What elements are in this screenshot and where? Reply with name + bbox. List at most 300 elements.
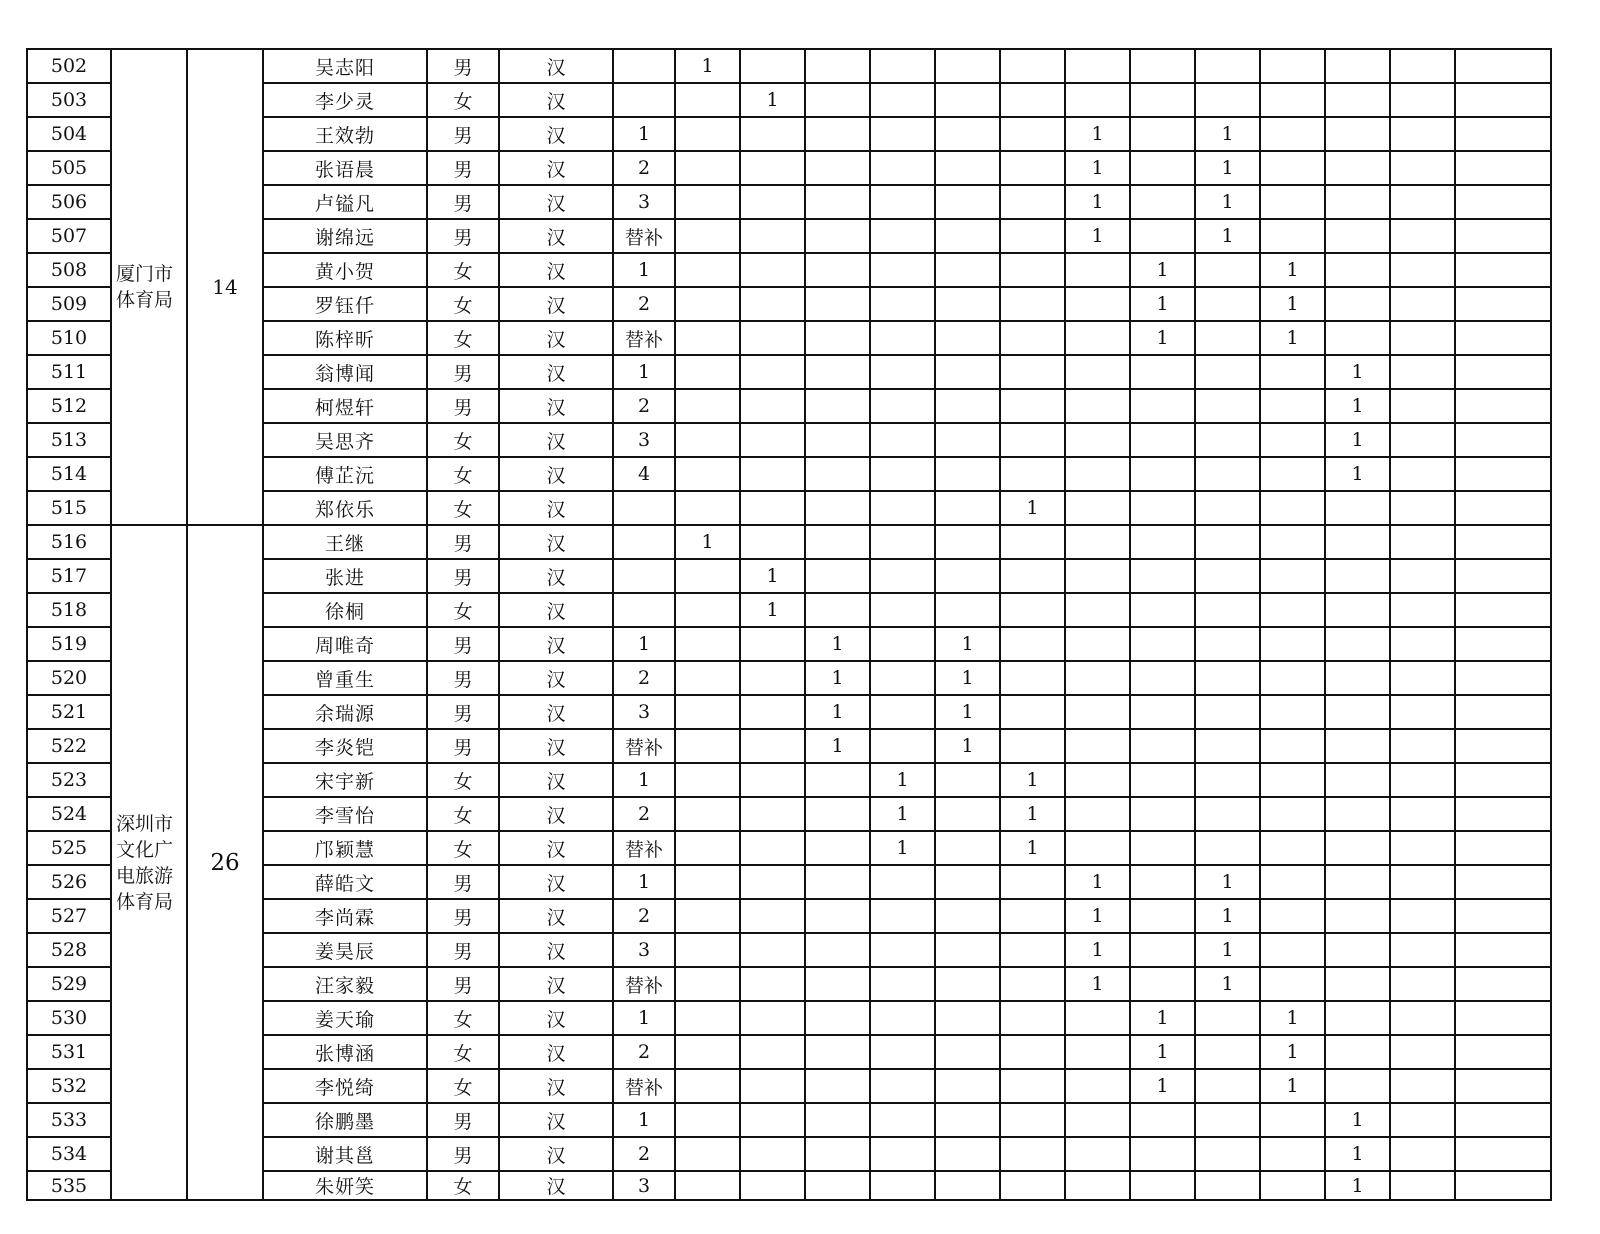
row-number-cell: 533 xyxy=(27,1103,111,1137)
order-cell: 1 xyxy=(613,865,675,899)
order-cell: 替补 xyxy=(613,321,675,355)
event-mark-cell xyxy=(1130,831,1195,865)
event-mark-cell xyxy=(1325,117,1390,151)
event-mark-cell xyxy=(935,899,1000,933)
event-mark-cell xyxy=(935,185,1000,219)
event-mark-cell xyxy=(935,1069,1000,1103)
order-cell: 2 xyxy=(613,797,675,831)
event-mark-cell: 1 xyxy=(1000,797,1065,831)
event-mark-cell xyxy=(1000,1001,1065,1035)
event-mark-cell xyxy=(675,253,740,287)
row-number-cell: 521 xyxy=(27,695,111,729)
event-mark-cell xyxy=(1065,797,1130,831)
event-mark-cell xyxy=(1130,423,1195,457)
event-mark-cell xyxy=(1455,117,1551,151)
event-mark-cell xyxy=(1390,1103,1455,1137)
row-number-cell: 525 xyxy=(27,831,111,865)
event-mark-cell xyxy=(870,423,935,457)
event-mark-cell xyxy=(805,559,870,593)
event-mark-cell: 1 xyxy=(740,559,805,593)
order-cell: 2 xyxy=(613,1035,675,1069)
name-cell: 吴志阳 xyxy=(263,49,427,83)
ethnicity-cell: 汉 xyxy=(499,933,613,967)
event-mark-cell xyxy=(1130,49,1195,83)
event-mark-cell xyxy=(740,695,805,729)
event-mark-cell xyxy=(1325,729,1390,763)
event-mark-cell: 1 xyxy=(1260,287,1325,321)
name-cell: 罗钰仟 xyxy=(263,287,427,321)
event-mark-cell xyxy=(1130,695,1195,729)
event-mark-cell xyxy=(1390,1171,1455,1200)
ethnicity-cell: 汉 xyxy=(499,1103,613,1137)
event-mark-cell xyxy=(1195,627,1260,661)
sex-cell: 女 xyxy=(427,831,499,865)
event-mark-cell: 1 xyxy=(1325,389,1390,423)
event-mark-cell xyxy=(740,321,805,355)
roster-body xyxy=(27,49,1551,1200)
order-cell: 2 xyxy=(613,661,675,695)
event-mark-cell: 1 xyxy=(1195,117,1260,151)
event-mark-cell: 1 xyxy=(1195,933,1260,967)
event-mark-cell: 1 xyxy=(870,797,935,831)
event-mark-cell: 1 xyxy=(935,729,1000,763)
row-number-cell: 531 xyxy=(27,1035,111,1069)
ethnicity-cell: 汉 xyxy=(499,593,613,627)
sex-cell: 男 xyxy=(427,695,499,729)
event-mark-cell xyxy=(740,797,805,831)
event-mark-cell xyxy=(1390,559,1455,593)
unit-cell: 深圳市文化广电旅游体育局 xyxy=(111,525,187,1200)
event-mark-cell xyxy=(805,593,870,627)
event-mark-cell xyxy=(1455,763,1551,797)
event-mark-cell: 1 xyxy=(1130,1069,1195,1103)
event-mark-cell xyxy=(1130,559,1195,593)
event-mark-cell xyxy=(805,185,870,219)
event-mark-cell xyxy=(1000,287,1065,321)
event-mark-cell: 1 xyxy=(740,83,805,117)
event-mark-cell xyxy=(1130,1103,1195,1137)
event-mark-cell: 1 xyxy=(1130,1001,1195,1035)
row-number-cell: 503 xyxy=(27,83,111,117)
event-mark-cell xyxy=(1195,49,1260,83)
event-mark-cell xyxy=(675,831,740,865)
event-mark-cell xyxy=(1065,287,1130,321)
event-mark-cell xyxy=(1260,83,1325,117)
event-mark-cell xyxy=(740,1001,805,1035)
event-mark-cell xyxy=(870,865,935,899)
event-mark-cell xyxy=(675,1137,740,1171)
event-mark-cell xyxy=(1260,117,1325,151)
event-mark-cell: 1 xyxy=(1130,321,1195,355)
event-mark-cell xyxy=(1260,219,1325,253)
event-mark-cell xyxy=(935,593,1000,627)
event-mark-cell xyxy=(935,967,1000,1001)
event-mark-cell xyxy=(1325,1069,1390,1103)
event-mark-cell: 1 xyxy=(1260,1069,1325,1103)
row-number-cell: 527 xyxy=(27,899,111,933)
event-mark-cell xyxy=(1000,117,1065,151)
event-mark-cell xyxy=(1195,797,1260,831)
ethnicity-cell: 汉 xyxy=(499,185,613,219)
event-mark-cell xyxy=(870,1171,935,1200)
sex-cell: 男 xyxy=(427,559,499,593)
event-mark-cell xyxy=(870,49,935,83)
event-mark-cell xyxy=(1000,627,1065,661)
sex-cell: 女 xyxy=(427,253,499,287)
event-mark-cell xyxy=(1000,1103,1065,1137)
event-mark-cell xyxy=(1390,865,1455,899)
name-cell: 郑依乐 xyxy=(263,491,427,525)
event-mark-cell xyxy=(935,1035,1000,1069)
name-cell: 姜昊辰 xyxy=(263,933,427,967)
event-mark-cell xyxy=(805,253,870,287)
sex-cell: 女 xyxy=(427,1069,499,1103)
event-mark-cell xyxy=(1130,355,1195,389)
ethnicity-cell: 汉 xyxy=(499,219,613,253)
event-mark-cell xyxy=(805,219,870,253)
event-mark-cell xyxy=(1000,1171,1065,1200)
event-mark-cell xyxy=(1000,865,1065,899)
event-mark-cell xyxy=(1195,1069,1260,1103)
event-mark-cell xyxy=(1065,729,1130,763)
order-cell: 2 xyxy=(613,287,675,321)
event-mark-cell xyxy=(1130,967,1195,1001)
order-cell: 1 xyxy=(613,1103,675,1137)
row-number-cell: 515 xyxy=(27,491,111,525)
event-mark-cell xyxy=(1455,287,1551,321)
event-mark-cell xyxy=(1455,899,1551,933)
event-mark-cell xyxy=(675,355,740,389)
event-mark-cell xyxy=(805,287,870,321)
order-cell: 3 xyxy=(613,185,675,219)
event-mark-cell xyxy=(870,967,935,1001)
event-mark-cell xyxy=(675,219,740,253)
row-number-cell: 502 xyxy=(27,49,111,83)
event-mark-cell xyxy=(1195,763,1260,797)
event-mark-cell xyxy=(1325,559,1390,593)
event-mark-cell xyxy=(1390,525,1455,559)
event-mark-cell xyxy=(935,355,1000,389)
event-mark-cell xyxy=(1325,831,1390,865)
event-mark-cell xyxy=(805,763,870,797)
sex-cell: 男 xyxy=(427,967,499,1001)
table-row xyxy=(27,49,1551,83)
event-mark-cell xyxy=(1065,253,1130,287)
event-mark-cell xyxy=(1195,559,1260,593)
event-mark-cell xyxy=(1390,831,1455,865)
event-mark-cell xyxy=(1195,1035,1260,1069)
event-mark-cell xyxy=(740,491,805,525)
order-cell: 替补 xyxy=(613,1069,675,1103)
event-mark-cell xyxy=(1195,695,1260,729)
event-mark-cell xyxy=(935,457,1000,491)
event-mark-cell xyxy=(1000,661,1065,695)
event-mark-cell: 1 xyxy=(1325,1103,1390,1137)
event-mark-cell xyxy=(1065,1137,1130,1171)
order-cell: 1 xyxy=(613,763,675,797)
event-mark-cell xyxy=(1195,457,1260,491)
event-mark-cell xyxy=(1260,797,1325,831)
event-mark-cell xyxy=(1325,933,1390,967)
order-cell xyxy=(613,49,675,83)
event-mark-cell xyxy=(870,899,935,933)
event-mark-cell xyxy=(1000,933,1065,967)
order-cell xyxy=(613,559,675,593)
event-mark-cell xyxy=(675,899,740,933)
event-mark-cell xyxy=(935,1171,1000,1200)
event-mark-cell xyxy=(1130,627,1195,661)
sex-cell: 女 xyxy=(427,1171,499,1200)
event-mark-cell xyxy=(1455,457,1551,491)
event-mark-cell xyxy=(805,967,870,1001)
order-cell xyxy=(613,83,675,117)
event-mark-cell xyxy=(935,1001,1000,1035)
ethnicity-cell: 汉 xyxy=(499,729,613,763)
event-mark-cell xyxy=(1260,491,1325,525)
ethnicity-cell: 汉 xyxy=(499,831,613,865)
sex-cell: 男 xyxy=(427,1103,499,1137)
event-mark-cell xyxy=(740,1103,805,1137)
event-mark-cell xyxy=(1260,151,1325,185)
event-mark-cell xyxy=(1455,253,1551,287)
event-mark-cell xyxy=(1000,1035,1065,1069)
event-mark-cell xyxy=(740,831,805,865)
name-cell: 王继 xyxy=(263,525,427,559)
event-mark-cell xyxy=(1195,253,1260,287)
event-mark-cell xyxy=(1130,865,1195,899)
event-mark-cell xyxy=(805,491,870,525)
event-mark-cell xyxy=(870,627,935,661)
event-mark-cell xyxy=(1000,185,1065,219)
name-cell: 李悦绮 xyxy=(263,1069,427,1103)
event-mark-cell xyxy=(1455,729,1551,763)
event-mark-cell xyxy=(1390,797,1455,831)
event-mark-cell xyxy=(675,457,740,491)
order-cell: 3 xyxy=(613,1171,675,1200)
event-mark-cell xyxy=(1455,321,1551,355)
event-mark-cell xyxy=(1455,83,1551,117)
row-number-cell: 534 xyxy=(27,1137,111,1171)
ethnicity-cell: 汉 xyxy=(499,1137,613,1171)
name-cell: 李雪怡 xyxy=(263,797,427,831)
row-number-cell: 509 xyxy=(27,287,111,321)
event-mark-cell xyxy=(1325,49,1390,83)
event-mark-cell xyxy=(1455,797,1551,831)
event-mark-cell xyxy=(740,967,805,1001)
order-cell: 1 xyxy=(613,355,675,389)
event-mark-cell xyxy=(1325,627,1390,661)
event-mark-cell: 1 xyxy=(1065,219,1130,253)
event-mark-cell xyxy=(1000,219,1065,253)
event-mark-cell xyxy=(1260,1137,1325,1171)
event-mark-cell xyxy=(1000,967,1065,1001)
event-mark-cell: 1 xyxy=(1065,185,1130,219)
event-mark-cell xyxy=(805,831,870,865)
event-mark-cell: 1 xyxy=(805,627,870,661)
ethnicity-cell: 汉 xyxy=(499,661,613,695)
event-mark-cell xyxy=(1130,491,1195,525)
event-mark-cell: 1 xyxy=(1195,967,1260,1001)
event-mark-cell xyxy=(1455,389,1551,423)
event-mark-cell xyxy=(740,525,805,559)
event-mark-cell: 1 xyxy=(675,49,740,83)
event-mark-cell xyxy=(675,763,740,797)
event-mark-cell xyxy=(1325,865,1390,899)
event-mark-cell xyxy=(675,423,740,457)
event-mark-cell xyxy=(1065,49,1130,83)
event-mark-cell xyxy=(1325,661,1390,695)
ethnicity-cell: 汉 xyxy=(499,695,613,729)
ethnicity-cell: 汉 xyxy=(499,389,613,423)
event-mark-cell xyxy=(935,253,1000,287)
event-mark-cell xyxy=(675,83,740,117)
event-mark-cell xyxy=(870,1137,935,1171)
event-mark-cell: 1 xyxy=(1065,865,1130,899)
sex-cell: 女 xyxy=(427,457,499,491)
ethnicity-cell: 汉 xyxy=(499,967,613,1001)
event-mark-cell xyxy=(935,423,1000,457)
event-mark-cell xyxy=(1260,729,1325,763)
event-mark-cell xyxy=(675,117,740,151)
event-mark-cell xyxy=(1455,967,1551,1001)
event-mark-cell xyxy=(1390,491,1455,525)
name-cell: 朱妍笑 xyxy=(263,1171,427,1200)
event-mark-cell xyxy=(1260,695,1325,729)
event-mark-cell xyxy=(1065,661,1130,695)
name-cell: 柯煜轩 xyxy=(263,389,427,423)
sex-cell: 男 xyxy=(427,219,499,253)
event-mark-cell: 1 xyxy=(805,729,870,763)
event-mark-cell xyxy=(870,661,935,695)
event-mark-cell xyxy=(1455,559,1551,593)
event-mark-cell xyxy=(805,151,870,185)
event-mark-cell xyxy=(1000,525,1065,559)
name-cell: 黄小贺 xyxy=(263,253,427,287)
event-mark-cell xyxy=(675,593,740,627)
event-mark-cell xyxy=(1130,763,1195,797)
event-mark-cell: 1 xyxy=(1195,865,1260,899)
event-mark-cell xyxy=(1325,1001,1390,1035)
event-mark-cell xyxy=(935,797,1000,831)
event-mark-cell xyxy=(1325,797,1390,831)
event-mark-cell xyxy=(1390,151,1455,185)
event-mark-cell xyxy=(675,1103,740,1137)
event-mark-cell xyxy=(740,899,805,933)
event-mark-cell xyxy=(1065,1103,1130,1137)
event-mark-cell xyxy=(1390,185,1455,219)
ethnicity-cell: 汉 xyxy=(499,491,613,525)
event-mark-cell xyxy=(1455,1069,1551,1103)
row-number-cell: 510 xyxy=(27,321,111,355)
event-mark-cell xyxy=(1390,355,1455,389)
event-mark-cell: 1 xyxy=(935,627,1000,661)
event-mark-cell xyxy=(675,933,740,967)
event-mark-cell xyxy=(1325,491,1390,525)
event-mark-cell: 1 xyxy=(1000,491,1065,525)
event-mark-cell xyxy=(1260,831,1325,865)
event-mark-cell xyxy=(935,1103,1000,1137)
event-mark-cell: 1 xyxy=(1260,253,1325,287)
name-cell: 宋宇新 xyxy=(263,763,427,797)
event-mark-cell xyxy=(1260,185,1325,219)
sex-cell: 男 xyxy=(427,525,499,559)
row-number-cell: 535 xyxy=(27,1171,111,1200)
event-mark-cell xyxy=(1130,797,1195,831)
event-mark-cell xyxy=(675,967,740,1001)
event-mark-cell xyxy=(1455,593,1551,627)
event-mark-cell xyxy=(870,1035,935,1069)
event-mark-cell xyxy=(740,253,805,287)
ethnicity-cell: 汉 xyxy=(499,865,613,899)
event-mark-cell xyxy=(805,797,870,831)
event-mark-cell xyxy=(805,1035,870,1069)
event-mark-cell xyxy=(935,763,1000,797)
order-cell xyxy=(613,491,675,525)
name-cell: 李炎铠 xyxy=(263,729,427,763)
event-mark-cell xyxy=(1390,83,1455,117)
event-mark-cell xyxy=(805,321,870,355)
event-mark-cell xyxy=(805,355,870,389)
event-mark-cell: 1 xyxy=(1195,151,1260,185)
event-mark-cell xyxy=(805,1103,870,1137)
event-mark-cell xyxy=(935,83,1000,117)
event-mark-cell xyxy=(1195,423,1260,457)
event-mark-cell xyxy=(1455,355,1551,389)
row-number-cell: 532 xyxy=(27,1069,111,1103)
name-cell: 薛皓文 xyxy=(263,865,427,899)
ethnicity-cell: 汉 xyxy=(499,1171,613,1200)
event-mark-cell xyxy=(1390,967,1455,1001)
row-number-cell: 523 xyxy=(27,763,111,797)
row-number-cell: 518 xyxy=(27,593,111,627)
sex-cell: 男 xyxy=(427,627,499,661)
order-cell: 2 xyxy=(613,1137,675,1171)
event-mark-cell xyxy=(675,695,740,729)
event-mark-cell xyxy=(1260,389,1325,423)
ethnicity-cell: 汉 xyxy=(499,321,613,355)
ethnicity-cell: 汉 xyxy=(499,797,613,831)
team-count-cell: 26 xyxy=(187,525,263,1200)
event-mark-cell xyxy=(1260,967,1325,1001)
event-mark-cell xyxy=(1455,695,1551,729)
event-mark-cell xyxy=(935,151,1000,185)
event-mark-cell xyxy=(740,1137,805,1171)
event-mark-cell xyxy=(1065,1069,1130,1103)
row-number-cell: 511 xyxy=(27,355,111,389)
event-mark-cell xyxy=(675,1035,740,1069)
event-mark-cell xyxy=(870,151,935,185)
ethnicity-cell: 汉 xyxy=(499,49,613,83)
event-mark-cell xyxy=(1455,185,1551,219)
event-mark-cell: 1 xyxy=(1065,117,1130,151)
sex-cell: 男 xyxy=(427,389,499,423)
event-mark-cell xyxy=(1390,117,1455,151)
event-mark-cell xyxy=(1065,457,1130,491)
event-mark-cell xyxy=(740,763,805,797)
event-mark-cell: 1 xyxy=(1195,219,1260,253)
event-mark-cell xyxy=(1000,1137,1065,1171)
event-mark-cell xyxy=(1455,151,1551,185)
event-mark-cell: 1 xyxy=(1325,423,1390,457)
event-mark-cell xyxy=(805,1001,870,1035)
row-number-cell: 514 xyxy=(27,457,111,491)
name-cell: 傅芷沅 xyxy=(263,457,427,491)
sex-cell: 男 xyxy=(427,865,499,899)
event-mark-cell xyxy=(1000,423,1065,457)
event-mark-cell xyxy=(1455,491,1551,525)
event-mark-cell xyxy=(805,1171,870,1200)
event-mark-cell xyxy=(1390,1137,1455,1171)
